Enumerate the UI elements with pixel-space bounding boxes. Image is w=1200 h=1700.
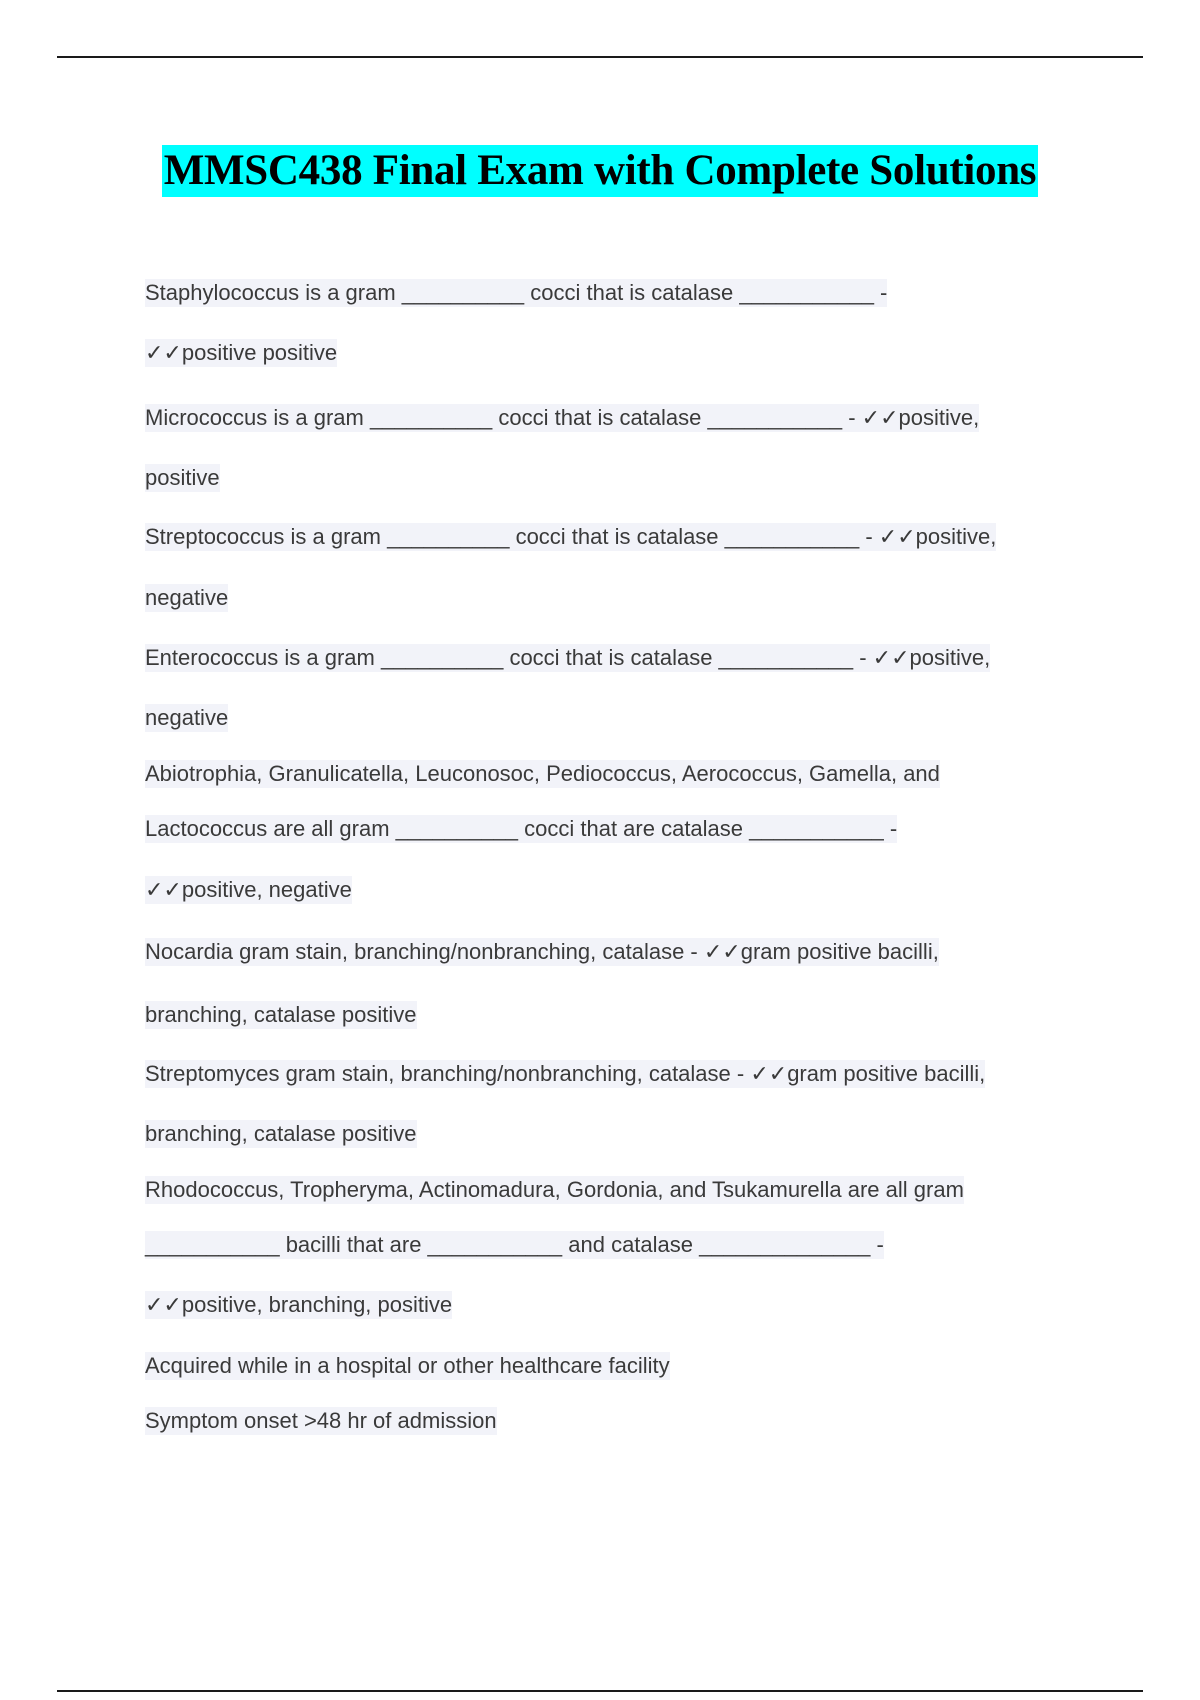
answer-line: negative (145, 585, 229, 610)
text-line: Streptococcus is a gram __________ cocci that is catalase ___________ - ✓✓positive, (145, 524, 997, 549)
answer-line: positive (145, 465, 220, 490)
text-line: ___________ bacilli that are ___________ and catalase ______________ - (145, 1232, 884, 1257)
text-line: Enterococcus is a gram __________ cocci that is catalase ___________ - ✓✓positive, (145, 645, 991, 670)
answer-line: ✓✓positive, negative (145, 877, 352, 902)
document-title: MMSC438 Final Exam with Complete Solutions (162, 145, 1039, 197)
header-rule (57, 56, 1143, 58)
text-line: Nocardia gram stain, branching/nonbranching, catalase - ✓✓gram positive bacilli, (145, 939, 939, 964)
footer-rule (57, 1690, 1143, 1692)
answer-line: branching, catalase positive (145, 1121, 417, 1146)
text-line: Symptom onset >48 hr of admission (145, 1408, 497, 1433)
text-line: Micrococcus is a gram __________ cocci that is catalase ___________ - ✓✓positive, (145, 405, 980, 430)
text-line: Streptomyces gram stain, branching/nonbranching, catalase - ✓✓gram positive bacilli, (145, 1061, 986, 1086)
answer-line: negative (145, 705, 229, 730)
answer-line: ✓✓positive positive (145, 340, 338, 365)
answer-line: ✓✓positive, branching, positive (145, 1292, 453, 1317)
text-line: Staphylococcus is a gram __________ cocci that is catalase ___________ - (145, 280, 888, 305)
title-container (0, 145, 1200, 197)
text-line: Lactococcus are all gram __________ cocci that are catalase ___________ - (145, 816, 898, 841)
text-line: Rhodococcus, Tropheryma, Actinomadura, Gordonia, and Tsukamurella are all gram (145, 1177, 964, 1202)
text-line: Acquired while in a hospital or other healthcare facility (145, 1353, 670, 1378)
text-line: Abiotrophia, Granulicatella, Leuconosoc, Pediococcus, Aerococcus, Gamella, and (145, 761, 940, 786)
answer-line: branching, catalase positive (145, 1002, 417, 1027)
